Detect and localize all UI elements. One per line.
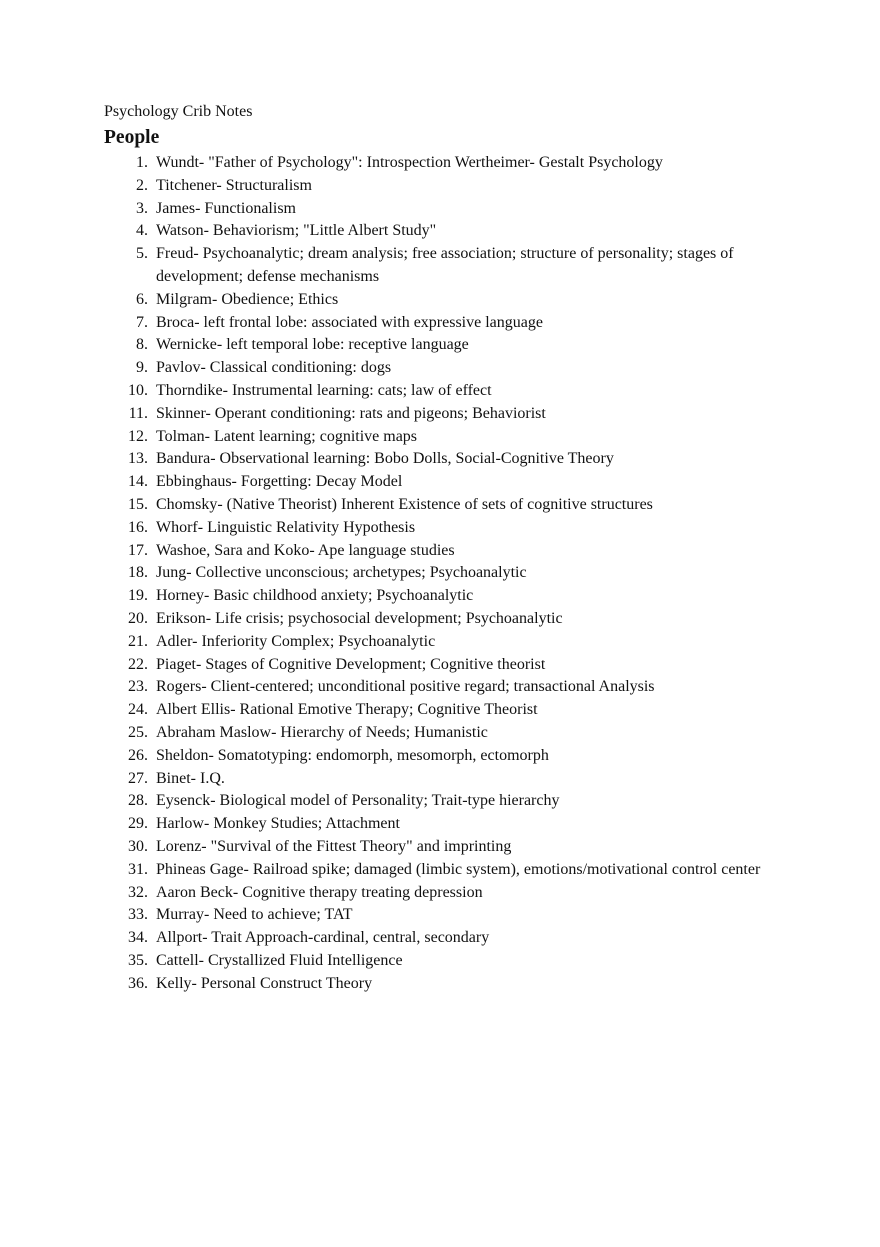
list-item <box>110 631 770 654</box>
list-item-number: 4. <box>136 222 148 240</box>
list-item-text: Allport- Trait Approach-cardinal, central, secondary <box>156 929 490 947</box>
list-item-text: Milgram- Obedience; Ethics <box>156 290 339 308</box>
list-item <box>110 426 770 449</box>
list-item-number: 5. <box>136 245 148 263</box>
list-item-number: 20. <box>128 609 148 627</box>
list-item-number: 34. <box>128 929 148 947</box>
list-item-number: 21. <box>128 632 148 650</box>
list-item <box>110 813 770 836</box>
list-item-text: Binet- I.Q. <box>156 769 225 787</box>
list-item <box>110 198 770 221</box>
list-item <box>110 175 770 198</box>
list-item-number: 16. <box>128 518 148 536</box>
list-item-text: Kelly- Personal Construct Theory <box>156 974 373 992</box>
list-item-number: 10. <box>128 381 148 399</box>
list-item-text: Abraham Maslow- Hierarchy of Needs; Humanistic <box>156 723 488 741</box>
list-item <box>110 471 770 494</box>
list-item-number: 35. <box>128 951 148 969</box>
list-item-number: 9. <box>136 359 148 377</box>
list-item-text: Wernicke- left temporal lobe: receptive language <box>156 336 469 354</box>
list-item-number: 36. <box>128 974 148 992</box>
list-item <box>110 973 770 996</box>
list-item <box>110 699 770 722</box>
list-item-text: Broca- left frontal lobe: associated with expressive language <box>156 313 543 331</box>
document-title: Psychology Crib Notes <box>104 103 253 120</box>
list-item-text: Cattell- Crystallized Fluid Intelligence <box>156 951 403 969</box>
list-item <box>110 380 770 403</box>
list-item <box>110 927 770 950</box>
list-item <box>110 722 770 745</box>
list-item-number: 8. <box>136 336 148 354</box>
list-item-number: 2. <box>136 176 148 194</box>
list-item <box>110 334 770 357</box>
list-item-number: 6. <box>136 290 148 308</box>
list-item-text: Skinner- Operant conditioning: rats and pigeons; Behaviorist <box>156 404 546 422</box>
list-item-number: 23. <box>128 678 148 696</box>
list-item-number: 11. <box>128 404 148 422</box>
list-item-text: Bandura- Observational learning: Bobo Dolls, Social-Cognitive Theory <box>156 450 614 468</box>
list-item <box>110 608 770 631</box>
list-item <box>110 220 770 243</box>
list-item-text: Eysenck- Biological model of Personality; Trait-type hierarchy <box>156 792 560 810</box>
list-item <box>110 654 770 677</box>
list-item <box>110 836 770 859</box>
list-item-number: 26. <box>128 746 148 764</box>
list-item <box>110 790 770 813</box>
list-item <box>110 676 770 699</box>
list-item-text: Sheldon- Somatotyping: endomorph, mesomorph, ectomorph <box>156 746 549 764</box>
list-item-text: Erikson- Life crisis; psychosocial development; Psychoanalytic <box>156 609 563 627</box>
list-item-text: Thorndike- Instrumental learning: cats; law of effect <box>156 381 492 399</box>
list-item <box>110 243 770 289</box>
list-item <box>110 882 770 905</box>
list-item-number: 22. <box>128 655 148 673</box>
list-item <box>110 904 770 927</box>
list-item-text: Washoe, Sara and Koko- Ape language studies <box>156 541 455 559</box>
list-item-text: Watson- Behaviorism; "Little Albert Study" <box>156 222 437 240</box>
list-item-number: 7. <box>136 313 148 331</box>
list-item-number: 33. <box>128 906 148 924</box>
list-item-text: James- Functionalism <box>156 199 296 217</box>
list-item-number: 25. <box>128 723 148 741</box>
list-item-number: 30. <box>128 837 148 855</box>
list-item <box>110 950 770 973</box>
list-item <box>110 768 770 791</box>
list-item-number: 18. <box>128 564 148 582</box>
list-item <box>110 517 770 540</box>
list-item-number: 31. <box>128 860 148 878</box>
list-item-text: Whorf- Linguistic Relativity Hypothesis <box>156 518 416 536</box>
list-item-text: Harlow- Monkey Studies; Attachment <box>156 815 400 833</box>
list-item-number: 24. <box>128 701 148 719</box>
list-item-number: 19. <box>128 587 148 605</box>
list-item-text: Piaget- Stages of Cognitive Development; Cognitive theorist <box>156 655 546 673</box>
list-item-text: Aaron Beck- Cognitive therapy treating depression <box>156 883 483 901</box>
list-item-text: Phineas Gage- Railroad spike; damaged (limbic system), emotions/motivational control center <box>156 860 761 878</box>
list-item-text: Chomsky- (Native Theorist) Inherent Existence of sets of cognitive structures <box>156 495 653 513</box>
list-item-number: 3. <box>136 199 148 217</box>
list-item <box>110 448 770 471</box>
list-item <box>110 289 770 312</box>
list-item-number: 32. <box>128 883 148 901</box>
list-item-text: Tolman- Latent learning; cognitive maps <box>156 427 418 445</box>
list-item-text: Freud- Psychoanalytic; dream analysis; free association; structure of personality; stages of development; defense mechanisms <box>156 245 734 285</box>
list-item-text: Rogers- Client-centered; unconditional positive regard; transactional Analysis <box>156 678 655 696</box>
list-item <box>110 540 770 563</box>
list-item <box>110 403 770 426</box>
list-item-text: Lorenz- "Survival of the Fittest Theory" and imprinting <box>156 837 512 855</box>
list-item-number: 15. <box>128 495 148 513</box>
list-item-number: 17. <box>128 541 148 559</box>
list-item-text: Wundt- "Father of Psychology": Introspection Wertheimer- Gestalt Psychology <box>156 154 663 171</box>
list-item <box>110 152 770 175</box>
list-item-text: Pavlov- Classical conditioning: dogs <box>156 359 392 377</box>
list-item <box>110 312 770 335</box>
section-heading: People <box>104 127 160 148</box>
list-item <box>110 745 770 768</box>
list-item-number: 29. <box>128 815 148 833</box>
list-item-number: 14. <box>128 473 148 491</box>
list-item <box>110 357 770 380</box>
list-item-text: Albert Ellis- Rational Emotive Therapy; Cognitive Theorist <box>156 701 538 719</box>
list-item <box>110 859 770 882</box>
list-item <box>110 494 770 517</box>
list-item-number: 13. <box>128 450 148 468</box>
list-item-number: 12. <box>128 427 148 445</box>
list-item <box>110 562 770 585</box>
list-item-number: 27. <box>128 769 148 787</box>
list-item <box>110 585 770 608</box>
list-item-text: Murray- Need to achieve; TAT <box>156 906 353 924</box>
list-item-number: 28. <box>128 792 148 810</box>
list-item-text: Adler- Inferiority Complex; Psychoanalytic <box>156 632 436 650</box>
list-item-text: Titchener- Structuralism <box>156 176 312 194</box>
list-item-text: Horney- Basic childhood anxiety; Psychoanalytic <box>156 587 474 605</box>
list-item-text: Jung- Collective unconscious; archetypes; Psychoanalytic <box>156 564 527 582</box>
list-item-text: Ebbinghaus- Forgetting: Decay Model <box>156 473 403 491</box>
list-item-number: 1. <box>136 154 148 171</box>
people-list <box>110 152 770 995</box>
